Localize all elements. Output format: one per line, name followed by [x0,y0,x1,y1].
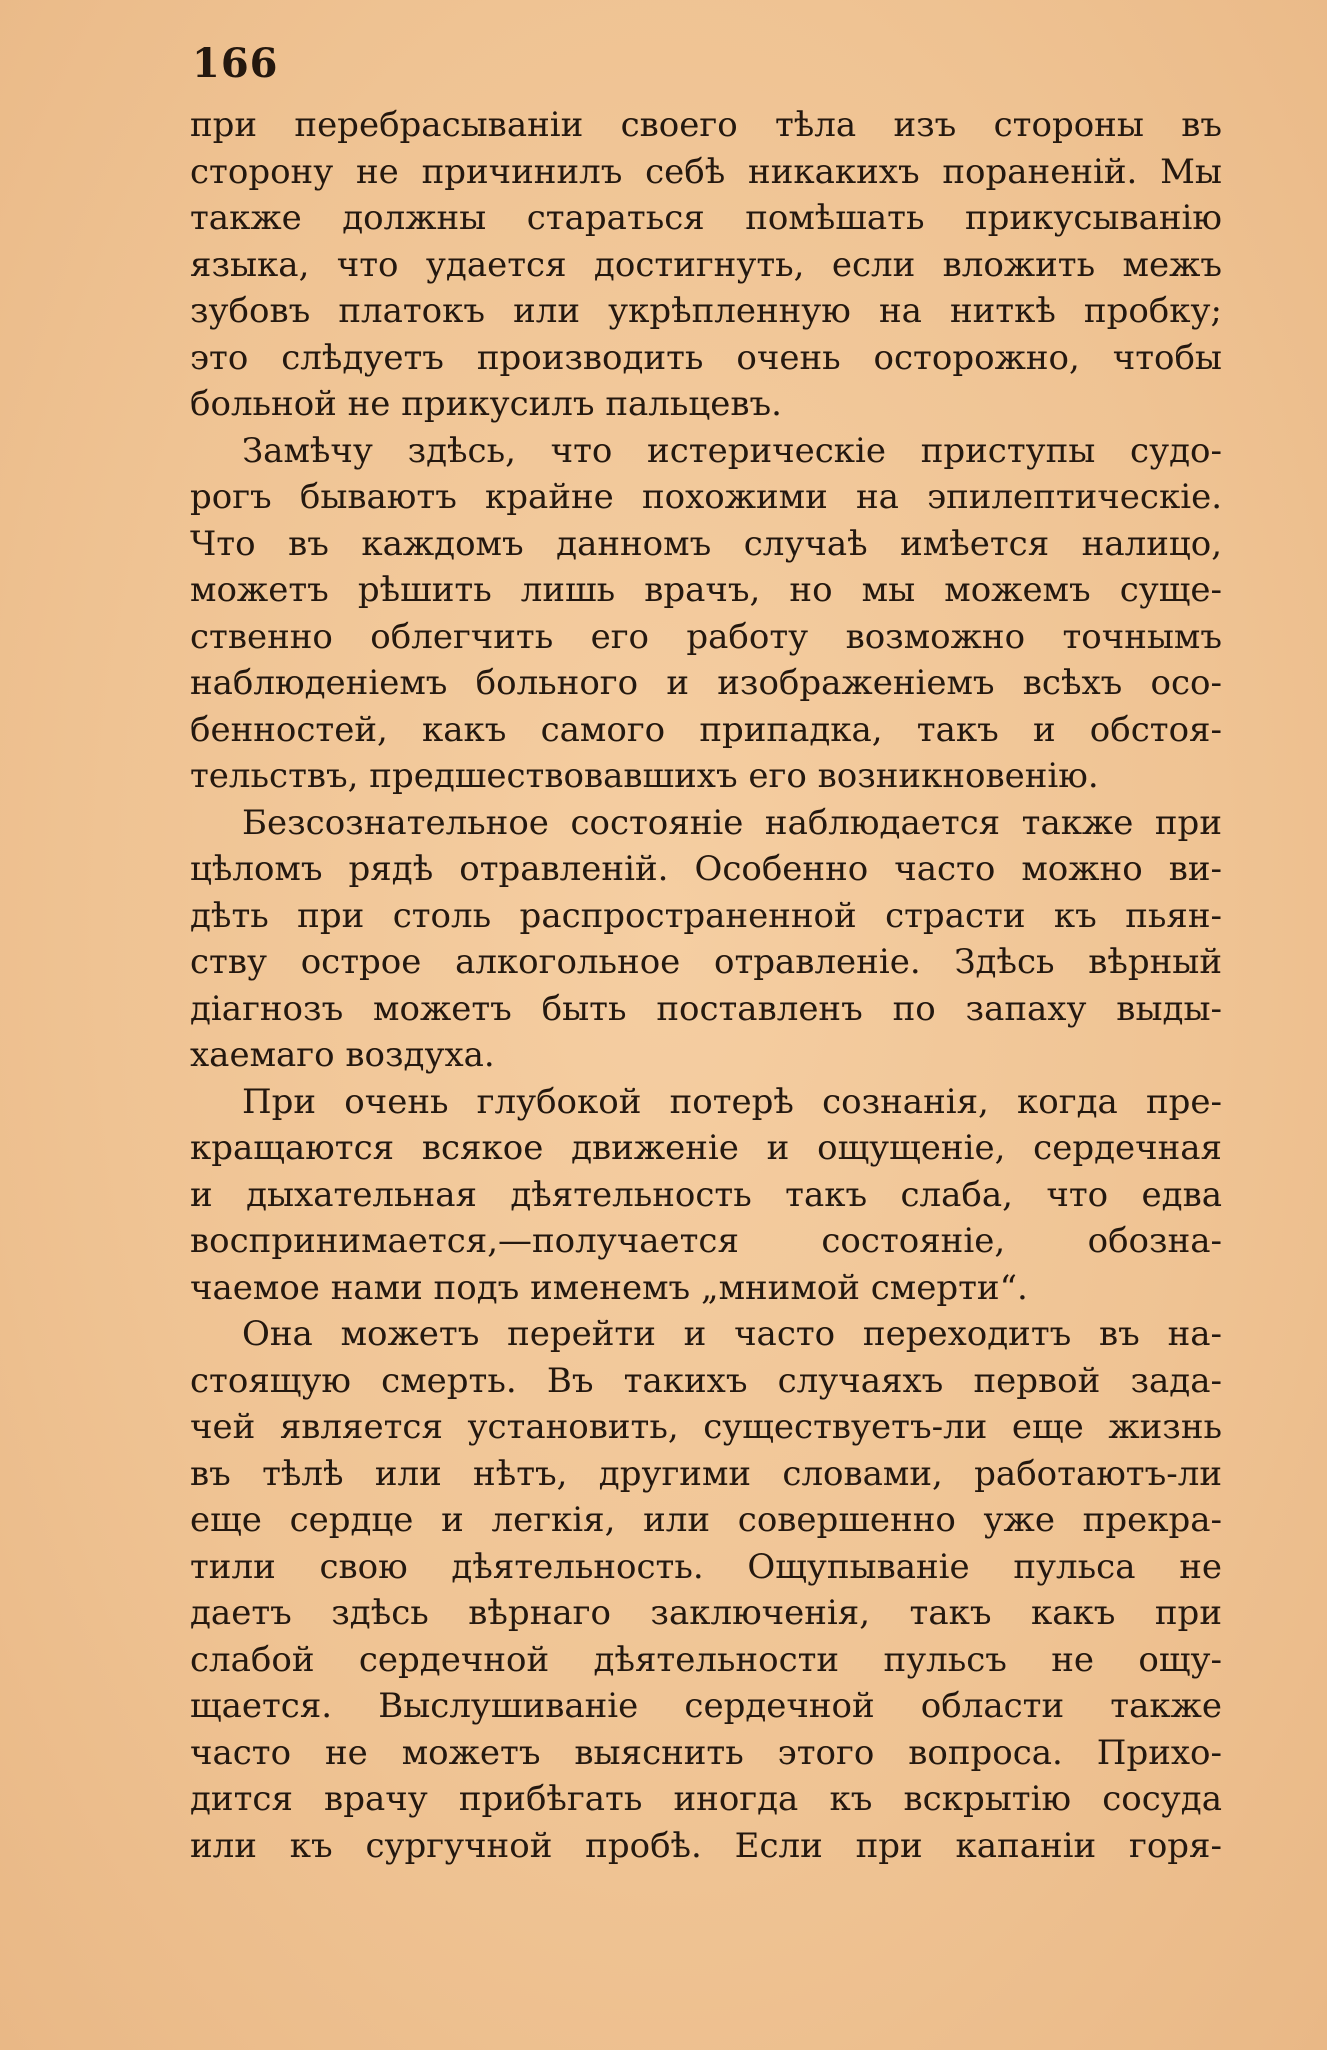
text-line: языка, что удается достигнуть, если вложить межъ [190,244,1222,285]
text-line: наблюденіемъ больного и изображеніемъ всѣхъ осо- [190,663,1222,703]
text-line: это слѣдуетъ производить очень осторожно, чтобы [190,337,1222,378]
text-line: еще сердце и легкія, или совершенно уже прекра- [190,1500,1222,1540]
text-line: стоящую смерть. Въ такихъ случаяхъ первой зада- [190,1360,1222,1401]
text-line: хаемаго воздуха. [190,1035,495,1075]
text-line: тили свою дѣятельность. Ощупываніе пульса не [190,1546,1222,1587]
text-line: рогъ бываютъ крайне похожими на эпилептическіе. [190,477,1222,517]
text-line: цѣломъ рядѣ отравленій. Особенно часто можно ви- [190,849,1222,889]
text-line: дится врачу прибѣгать иногда къ вскрытію сосуда [190,1779,1222,1819]
text-line: чей является установить, существуетъ-ли еще жизнь [190,1407,1222,1447]
text-line: діагнозъ можетъ быть поставленъ по запаху выды- [190,988,1222,1029]
text-line: воспринимается,—получается состояніе, обозна- [190,1221,1222,1261]
text-line: больной не прикусилъ пальцевъ. [190,384,782,424]
text-line: Она можетъ перейти и часто переходитъ въ на- [242,1314,1222,1354]
text-line: сторону не причинилъ себѣ никакихъ пораненій. Мы [190,151,1222,192]
text-line: также должны стараться помѣшать прикусыванію [190,198,1222,238]
text-line: ству острое алкогольное отравленіе. Здѣсь вѣрный [190,942,1222,982]
text-line: при перебрасываніи своего тѣла изъ стороны въ [190,105,1222,145]
text-line: часто не можетъ выяснить этого вопроса. Прихо- [190,1732,1222,1773]
text-line: кращаются всякое движеніе и ощущеніе, сердечная [190,1128,1222,1168]
text-line: тельствъ, предшествовавшихъ его возникновенію. [190,756,1099,796]
text-line: При очень глубокой потерѣ сознанія, когда пре- [242,1081,1222,1122]
text-line: даетъ здѣсь вѣрнаго заключенія, такъ какъ при [190,1593,1222,1633]
text-line: въ тѣлѣ или нѣтъ, другими словами, работаютъ-ли [190,1453,1222,1494]
text-line: ственно облегчить его работу возможно точнымъ [190,616,1222,657]
text-line: зубовъ платокъ или укрѣпленную на ниткѣ пробку; [190,291,1222,331]
text-line: Замѣчу здѣсь, что истерическіе приступы судо- [242,430,1222,471]
text-line: дѣть при столь распространенной страсти къ пьян- [190,895,1222,936]
text-line: и дыхательная дѣятельность такъ слаба, что едва [190,1174,1222,1215]
text-line: Что въ каждомъ данномъ случаѣ имѣется налицо, [190,523,1222,564]
text-line: чаемое нами подъ именемъ „мнимой смерти“. [190,1267,1028,1308]
text-line: Безсознательное состояніе наблюдается также при [242,802,1222,843]
text-line: бенностей, какъ самого припадка, такъ и обстоя- [190,709,1222,750]
page-number: 166 [192,40,279,87]
text-line: можетъ рѣшить лишь врачъ, но мы можемъ суще- [190,570,1222,610]
body-text [190,102,1222,1869]
text-line: щается. Выслушиваніе сердечной области также [190,1686,1222,1726]
text-line: слабой сердечной дѣятельности пульсъ не ощу- [190,1639,1222,1680]
text-line: или къ сургучной пробѣ. Если при капаніи горя- [190,1825,1222,1866]
